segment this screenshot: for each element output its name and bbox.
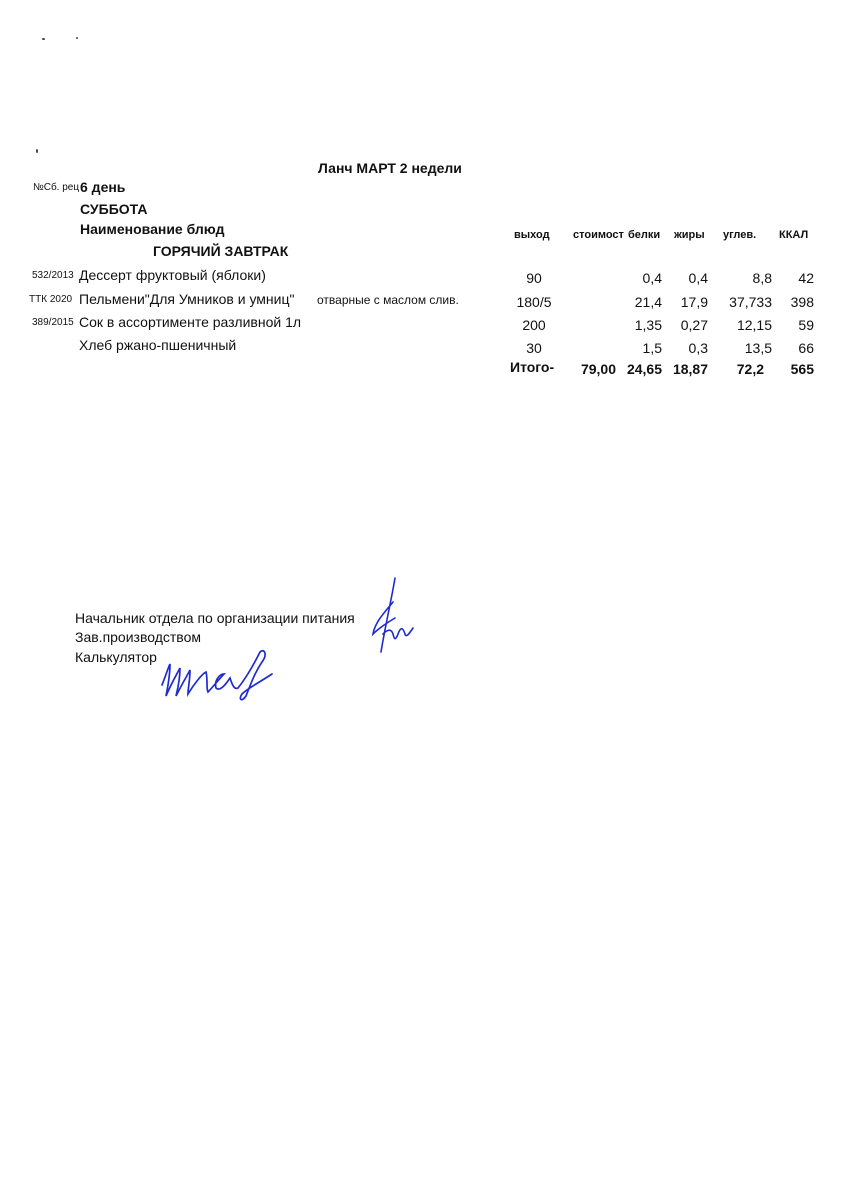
row-yield: 200 bbox=[522, 317, 546, 333]
row-ref: ТТК 2020 bbox=[29, 294, 73, 305]
row-ref: 532/2013 bbox=[32, 270, 74, 281]
row-yield: 90 bbox=[526, 270, 542, 286]
col-header-kcal: ККАЛ bbox=[779, 229, 809, 241]
document-title: Ланч МАРТ 2 недели bbox=[318, 160, 462, 176]
weekday-label: СУББОТА bbox=[80, 201, 148, 217]
row-kcal: 42 bbox=[798, 270, 814, 286]
handwritten-signature-calculator bbox=[150, 640, 290, 715]
col-header-cost: стоимост bbox=[573, 229, 624, 241]
row-fat: 17,9 bbox=[680, 294, 708, 310]
dish-name-header: Наименование блюд bbox=[80, 221, 225, 237]
scan-speck bbox=[76, 37, 78, 39]
row-dish-name: Хлеб ржано-пшеничный bbox=[79, 337, 237, 353]
row-carbs: 8,8 bbox=[752, 270, 772, 286]
row-dish-name: Сок в ассортименте разливной 1л bbox=[79, 314, 302, 330]
row-protein: 0,4 bbox=[642, 270, 662, 286]
row-protein: 1,5 bbox=[642, 340, 662, 356]
totals-fat: 18,87 bbox=[672, 361, 708, 377]
row-kcal: 398 bbox=[790, 294, 814, 310]
totals-kcal: 565 bbox=[790, 361, 814, 377]
row-carbs: 13,5 bbox=[744, 340, 772, 356]
row-dish-name: Дессерт фруктовый (яблоки) bbox=[79, 267, 266, 283]
row-yield: 180/5 bbox=[516, 294, 552, 310]
scan-speck bbox=[36, 149, 38, 153]
row-fat: 0,3 bbox=[688, 340, 708, 356]
row-carbs: 37,733 bbox=[729, 294, 772, 310]
col-header-fat: жиры bbox=[674, 229, 705, 241]
handwritten-signature-head bbox=[365, 572, 425, 662]
row-protein: 21,4 bbox=[634, 294, 662, 310]
row-carbs: 12,15 bbox=[736, 317, 772, 333]
section-title: ГОРЯЧИЙ ЗАВТРАК bbox=[153, 243, 289, 259]
row-fat: 0,27 bbox=[680, 317, 708, 333]
signature-line-calculator: Калькулятор bbox=[75, 649, 157, 665]
row-dish-name: Пельмени"Для Умников и умниц" bbox=[79, 291, 295, 307]
totals-protein: 24,65 bbox=[626, 361, 662, 377]
col-header-yield: выход bbox=[514, 229, 550, 241]
ref-label: №Сб. рец bbox=[33, 182, 80, 193]
row-ref: 389/2015 bbox=[32, 317, 74, 328]
row-kcal: 66 bbox=[798, 340, 814, 356]
col-header-carbs: углев. bbox=[723, 229, 757, 241]
scan-speck bbox=[42, 38, 45, 40]
row-protein: 1,35 bbox=[634, 317, 662, 333]
totals-carbs: 72,2 bbox=[736, 361, 764, 377]
col-header-protein: белки bbox=[628, 229, 661, 241]
day-label: 6 день bbox=[80, 179, 126, 195]
signature-line-production: Зав.производством bbox=[75, 629, 201, 645]
row-fat: 0,4 bbox=[688, 270, 708, 286]
row-kcal: 59 bbox=[798, 317, 814, 333]
row-dish-name-note: отварные с маслом слив. bbox=[317, 293, 459, 307]
totals-cost: 79,00 bbox=[580, 361, 616, 377]
signature-line-head: Начальник отдела по организации питания bbox=[75, 610, 355, 626]
totals-label: Итого- bbox=[510, 359, 555, 375]
row-yield: 30 bbox=[526, 340, 542, 356]
